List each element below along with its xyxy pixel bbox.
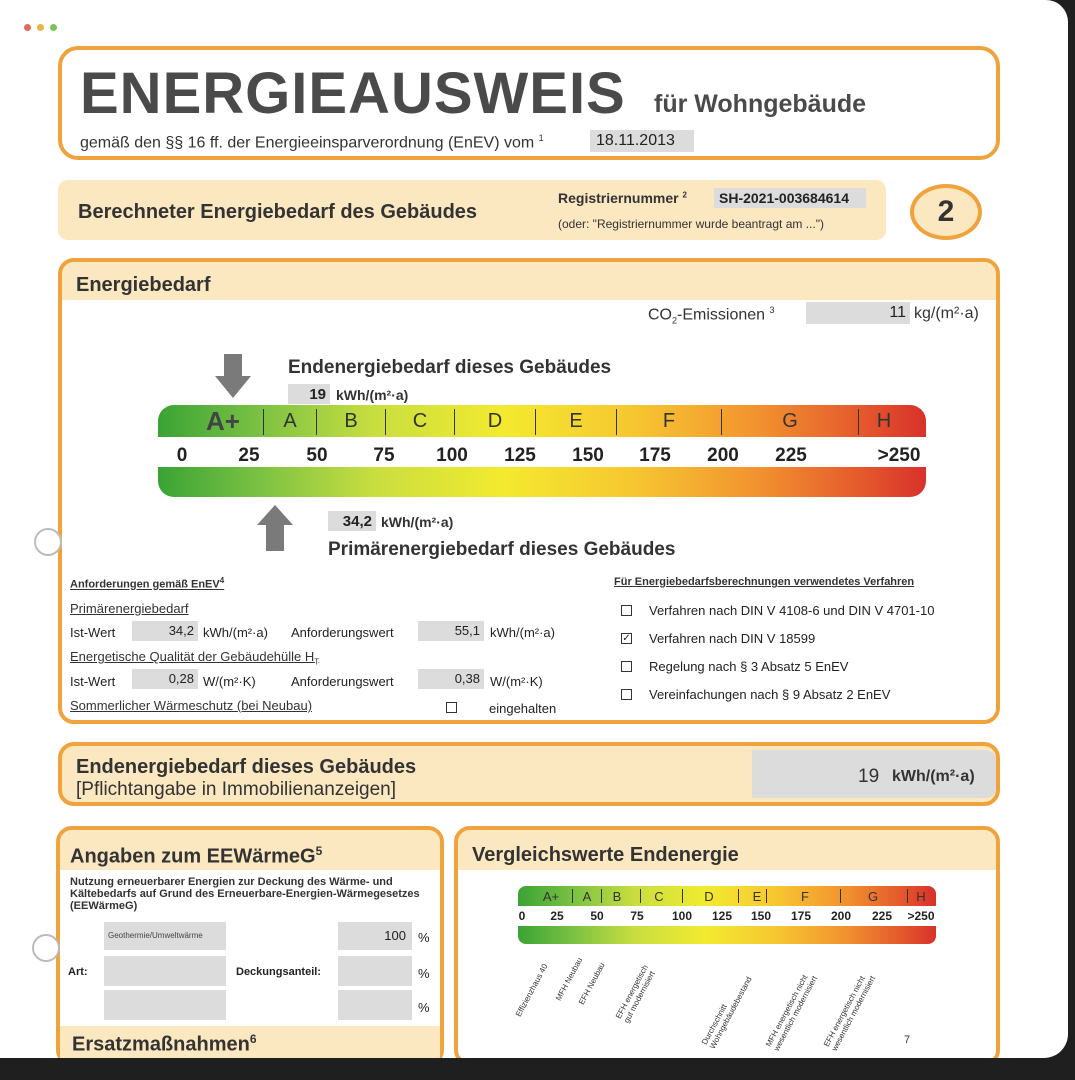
comparison-footnote: 7 [904, 1034, 911, 1046]
issue-date: 18.11.2013 [590, 130, 694, 152]
co2-footnote: 3 [769, 305, 775, 315]
co2-label-co: CO [648, 306, 672, 324]
primaerenergie-value: 34,2 [328, 511, 376, 531]
document-title: ENERGIEAUSWEIS [80, 61, 626, 126]
scale-tick: 150 [572, 445, 604, 466]
primary-anf-value: 55,1 [418, 621, 484, 641]
energy-scale-top [158, 405, 926, 437]
method-checkbox[interactable]: ✓ [622, 633, 631, 644]
ersatz-title-text: Ersatzmaßnahmen [72, 1033, 250, 1056]
co2-label-sub: 2 [672, 315, 678, 326]
comparison-tick: 100 [671, 909, 693, 923]
hull-heading-sub: T [314, 657, 320, 667]
method-label: Verfahren nach DIN V 4108-6 und DIN V 4701-10 [649, 603, 935, 618]
eewaermeg-art-row [104, 956, 226, 986]
comparison-tick: 150 [750, 909, 772, 923]
eewaermeg-title-text: Angaben zum EEWärmeG [70, 845, 316, 868]
comparison-class-b: B [612, 888, 622, 904]
eewaermeg-footnote: 5 [315, 844, 323, 858]
eewaermeg-description: Nutzung erneuerbarer Energien zur Deckung des Wärme- und Kältebedarfs auf Grund des Erneuerbare-Energien-Wärmegesetzes (EEWärmeG) [70, 876, 420, 912]
hull-heading-text: Energetische Qualität der Gebäudehülle H [70, 649, 315, 664]
binder-hole-icon [32, 934, 60, 962]
registration-label [558, 190, 687, 206]
co2-label [648, 305, 775, 326]
final-energy-title: Endenergiebedarf dieses Gebäudes [76, 756, 417, 778]
primary-anf-label: Anforderungswert [291, 625, 394, 640]
maximize-dot-icon[interactable] [50, 24, 57, 31]
eewaermeg-share-row [338, 956, 412, 986]
eewaermeg-title [70, 844, 322, 869]
method-checkbox[interactable] [621, 605, 632, 616]
requirements-title [70, 576, 224, 591]
endenergie-value: 19 [288, 384, 330, 404]
comparison-title: Vergleichswerte Endenergie [472, 844, 739, 866]
minimize-dot-icon[interactable] [37, 24, 44, 31]
ersatz-footnote: 6 [249, 1032, 257, 1046]
primary-ist-value: 34,2 [132, 621, 198, 641]
co2-value: 11 [806, 302, 910, 324]
registration-footnote: 2 [682, 190, 687, 200]
comparison-tick: 225 [871, 909, 893, 923]
scale-class-a: A [283, 409, 297, 432]
scale-tick: 0 [176, 445, 188, 466]
section-header-band [58, 180, 886, 240]
scale-tick: >250 [877, 445, 921, 466]
scale-class-aplus: A+ [206, 405, 240, 436]
scale-tick: 25 [238, 445, 260, 466]
scale-class-f: F [662, 409, 676, 432]
primaerenergie-label: Primärenergiebedarf dieses Gebäudes [328, 539, 676, 560]
comparison-class-a: A [582, 888, 592, 904]
summer-protection-checkbox[interactable] [446, 702, 457, 713]
comparison-label: MFH Neubau [554, 955, 585, 1003]
primaerenergie-unit: kWh/(m²·a) [381, 514, 454, 530]
comparison-tick: 50 [590, 909, 604, 923]
final-energy-box [58, 742, 1000, 806]
section-title: Berechneter Energiebedarf des Gebäudes [78, 201, 478, 223]
comparison-class-c: C [654, 888, 664, 904]
method-checkbox[interactable] [621, 689, 632, 700]
hull-anf-value: 0,38 [418, 669, 484, 689]
scale-tick: 125 [504, 445, 536, 466]
hull-ist-value: 0,28 [132, 669, 198, 689]
eewaermeg-art-row [104, 990, 226, 1020]
scale-tick: 225 [775, 445, 807, 466]
comparison-scale-top [518, 886, 936, 906]
comparison-tick: 200 [830, 909, 852, 923]
comparison-class-d: D [704, 888, 714, 904]
endenergie-label: Endenergiebedarf dieses Gebäudes [288, 357, 612, 378]
method-label: Regelung nach § 3 Absatz 5 EnEV [649, 659, 849, 674]
final-energy-unit: kWh/(m²·a) [892, 768, 975, 785]
comparison-label: EFH energetisch gut modernisiert [614, 963, 657, 1025]
comparison-label: EFH energetisch nicht wesentlich modernisiert [822, 974, 878, 1053]
co2-unit: kg/(m²·a) [914, 305, 979, 322]
eewaermeg-percent: % [418, 930, 430, 945]
method-checkbox[interactable] [621, 661, 632, 672]
final-energy-value: 19 [858, 766, 880, 787]
primary-requirement-heading: Primärenergiebedarf [70, 601, 189, 616]
hull-heading [70, 649, 319, 667]
eewaermeg-deckung-label: Deckungsanteil: [236, 966, 321, 978]
scale-tick: 75 [373, 445, 395, 466]
subtitle-text: gemäß den §§ 16 ff. der Energieeinsparverordnung (EnEV) vom [80, 134, 535, 152]
page-number-badge: 2 [910, 184, 982, 240]
comparison-class-h: H [916, 888, 926, 904]
hull-ist-label: Ist-Wert [70, 674, 116, 689]
scale-class-g: G [782, 409, 798, 432]
hull-anf-label: Anforderungswert [291, 674, 394, 689]
primary-ist-label: Ist-Wert [70, 625, 116, 640]
primary-ist-unit: kWh/(m²·a) [203, 625, 268, 640]
scale-class-b: B [344, 409, 358, 432]
summer-protection-label: Sommerlicher Wärmeschutz (bei Neubau) [70, 698, 313, 713]
summer-protection-check-label: eingehalten [489, 701, 557, 716]
comparison-label: MFH energetisch nicht wesentlich modernisiert [764, 973, 820, 1053]
hull-anf-unit: W/(m²·K) [490, 674, 543, 689]
comparison-tick: 125 [711, 909, 733, 923]
header-box [58, 46, 1000, 160]
co2-label-rest: -Emissionen [677, 306, 766, 324]
scale-class-e: E [569, 409, 583, 432]
scale-class-h: H [876, 409, 892, 432]
comparison-class-e: E [752, 888, 762, 904]
subtitle-footnote: 1 [538, 133, 544, 143]
comparison-class-g: G [867, 888, 879, 904]
method-label: Verfahren nach DIN V 18599 [649, 631, 816, 646]
energiebedarf-title: Energiebedarf [76, 274, 211, 296]
method-label: Vereinfachungen nach § 9 Absatz 2 EnEV [649, 687, 891, 702]
scale-tick: 50 [306, 445, 328, 466]
requirements-footnote: 4 [219, 576, 225, 585]
eewaermeg-percent: % [418, 1000, 430, 1015]
scale-tick: 175 [639, 445, 671, 466]
final-energy-subtitle: [Pflichtangabe in Immobilienanzeigen] [76, 779, 397, 800]
comparison-class-aplus: A+ [542, 888, 560, 904]
primary-anf-unit: kWh/(m²·a) [490, 625, 555, 640]
eewaermeg-share-row: 100 [338, 922, 412, 950]
comparison-tick: 175 [790, 909, 812, 923]
hull-ist-unit: W/(m²·K) [203, 674, 256, 689]
comparison-label: Durchschnitt Wohngebäudebestand [700, 975, 754, 1051]
scale-tick: 100 [436, 445, 468, 466]
ersatz-title [72, 1032, 257, 1057]
document-subtitle [80, 133, 544, 152]
eewaermeg-percent: % [418, 966, 430, 981]
comparison-label: EFH Neubau [577, 961, 607, 1007]
comparison-tick: >250 [907, 909, 935, 923]
eewaermeg-share-row [338, 990, 412, 1020]
close-dot-icon[interactable] [24, 24, 31, 31]
comparison-tick: 25 [550, 909, 564, 923]
comparison-tick: 0 [518, 909, 526, 923]
eewaermeg-art-label: Art: [68, 966, 88, 978]
registration-label-text: Registriernummer [558, 190, 679, 206]
eewaermeg-art-row: Geothermie/Umweltwärme [104, 922, 226, 950]
window-controls [24, 24, 57, 31]
registration-note: (oder: "Registriernummer wurde beantragt am ...") [558, 217, 824, 231]
methods-title: Für Energiebedarfsberechnungen verwendetes Verfahren [614, 576, 915, 588]
comparison-tick: 75 [630, 909, 644, 923]
scale-class-c: C [412, 409, 428, 432]
energy-scale-bottom [158, 467, 926, 497]
scale-tick: 200 [707, 445, 739, 466]
comparison-scale-bottom [518, 926, 936, 944]
comparison-class-f: F [801, 888, 809, 904]
requirements-title-text: Anforderungen gemäß EnEV [70, 578, 220, 591]
endenergie-unit: kWh/(m²·a) [336, 387, 409, 403]
binder-hole-icon [34, 528, 62, 556]
scale-class-d: D [487, 409, 503, 432]
eewaermeg-box [56, 826, 444, 1058]
comparison-label: Effizienzhaus 40 [514, 962, 550, 1019]
document-title-suffix: für Wohngebäude [654, 90, 867, 118]
registration-number: SH-2021-003684614 [714, 188, 866, 208]
